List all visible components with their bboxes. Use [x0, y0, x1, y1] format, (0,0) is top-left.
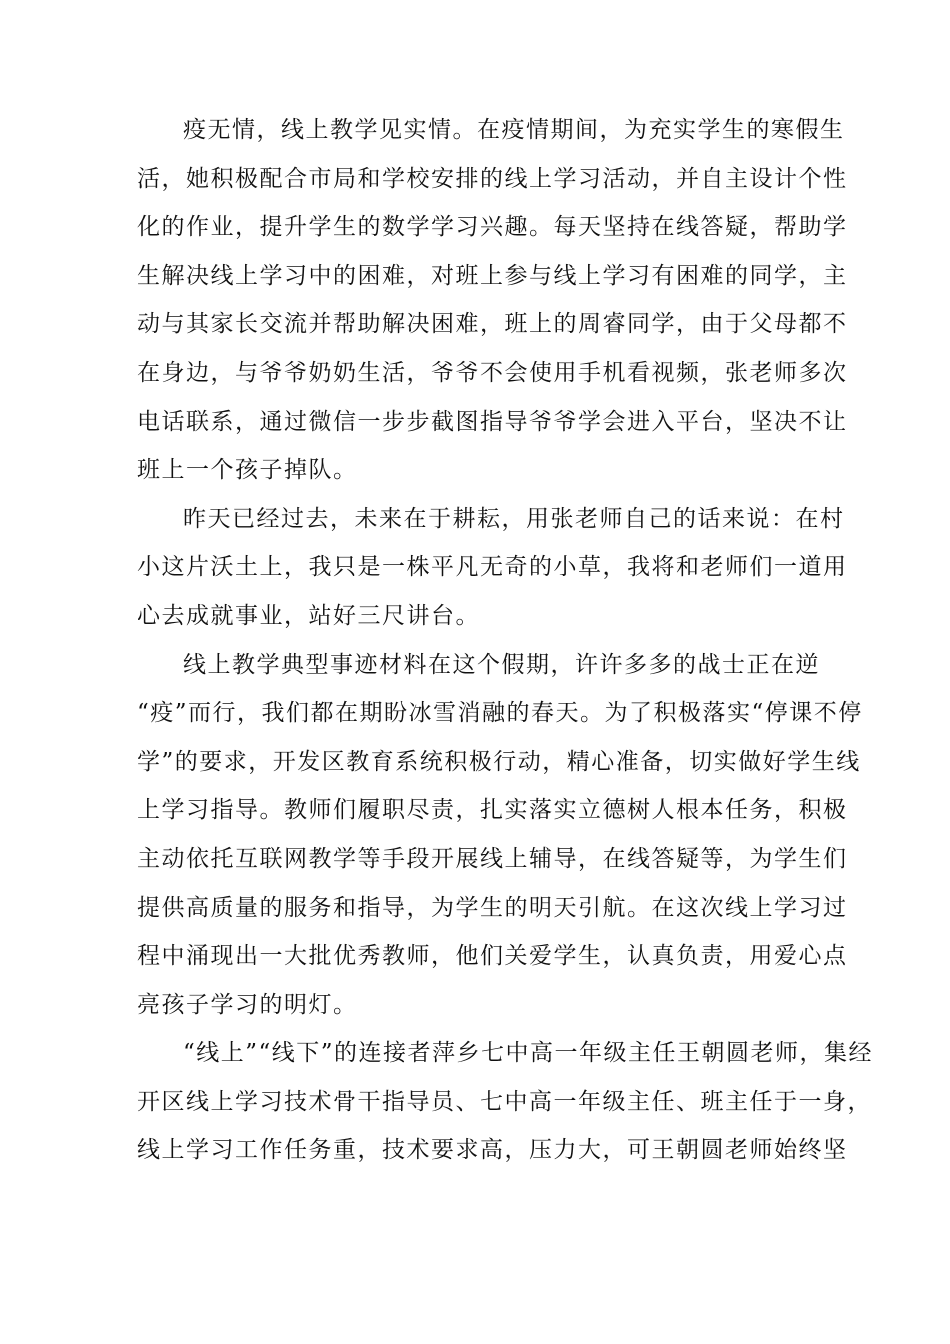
paragraph-line: 在身边，与爷爷奶奶生活，爷爷不会使用手机看视频，张老师多次	[137, 359, 848, 386]
paragraph-1	[137, 106, 848, 495]
paragraph-line: 上学习指导。教师们履职尽责，扎实落实立德树人根本任务，积极	[137, 797, 848, 824]
paragraph-line: 班上一个孩子掉队。	[137, 457, 358, 484]
paragraph-line: 小这片沃土上，我只是一株平凡无奇的小草，我将和老师们一道用	[137, 554, 848, 581]
paragraph-line: 疫无情，线上教学见实情。在疫情期间，为充实学生的寒假生	[183, 117, 845, 143]
paragraph-line: 心去成就事业，站好三尺讲台。	[137, 602, 480, 629]
paragraph-4	[137, 1029, 874, 1175]
paragraph-line: 程中涌现出一大批优秀教师，他们关爱学生，认真负责，用爱心点	[137, 943, 848, 970]
paragraph-line: 主动依托互联网教学等手段开展线上辅导，在线答疑等，为学生们	[137, 845, 848, 872]
paragraph-line: 生解决线上学习中的困难，对班上参与线上学习有困难的同学，主	[137, 262, 848, 289]
paragraph-2	[137, 495, 848, 641]
paragraph-line: 活，她积极配合市局和学校安排的线上学习活动，并自主设计个性	[137, 165, 848, 192]
paragraph-line: 开区线上学习技术骨干指导员、七中高一年级主任、班主任于一身，	[137, 1088, 872, 1115]
paragraph-line: 亮孩子学习的明灯。	[137, 991, 358, 1018]
paragraph-line: 学”的要求，开发区教育系统积极行动，精心准备，切实做好学生线	[137, 748, 861, 775]
paragraph-line: 化的作业，提升学生的数学学习兴趣。每天坚持在线答疑，帮助学	[137, 214, 848, 241]
paragraph-line: 线上学习工作任务重，技术要求高，压力大，可王朝圆老师始终坚	[137, 1137, 848, 1164]
paragraph-line: “线上”“线下”的连接者萍乡七中高一年级主任王朝圆老师，集经	[183, 1040, 874, 1067]
paragraph-line: “疫”而行，我们都在期盼冰雪消融的春天。为了积极落实“停课不停	[137, 700, 863, 727]
document-body	[137, 106, 874, 1175]
paragraph-line: 电话联系，通过微信一步步截图指导爷爷学会进入平台，坚决不让	[137, 408, 848, 435]
paragraph-3	[137, 641, 863, 1030]
paragraph-line: 提供高质量的服务和指导，为学生的明天引航。在这次线上学习过	[137, 894, 848, 921]
paragraph-line: 动与其家长交流并帮助解决困难，班上的周睿同学，由于父母都不	[137, 311, 848, 338]
paragraph-line: 线上教学典型事迹材料在这个假期，许许多多的战士正在逆	[183, 651, 820, 678]
paragraph-line: 昨天已经过去，未来在于耕耘，用张老师自己的话来说：在村	[183, 505, 845, 532]
